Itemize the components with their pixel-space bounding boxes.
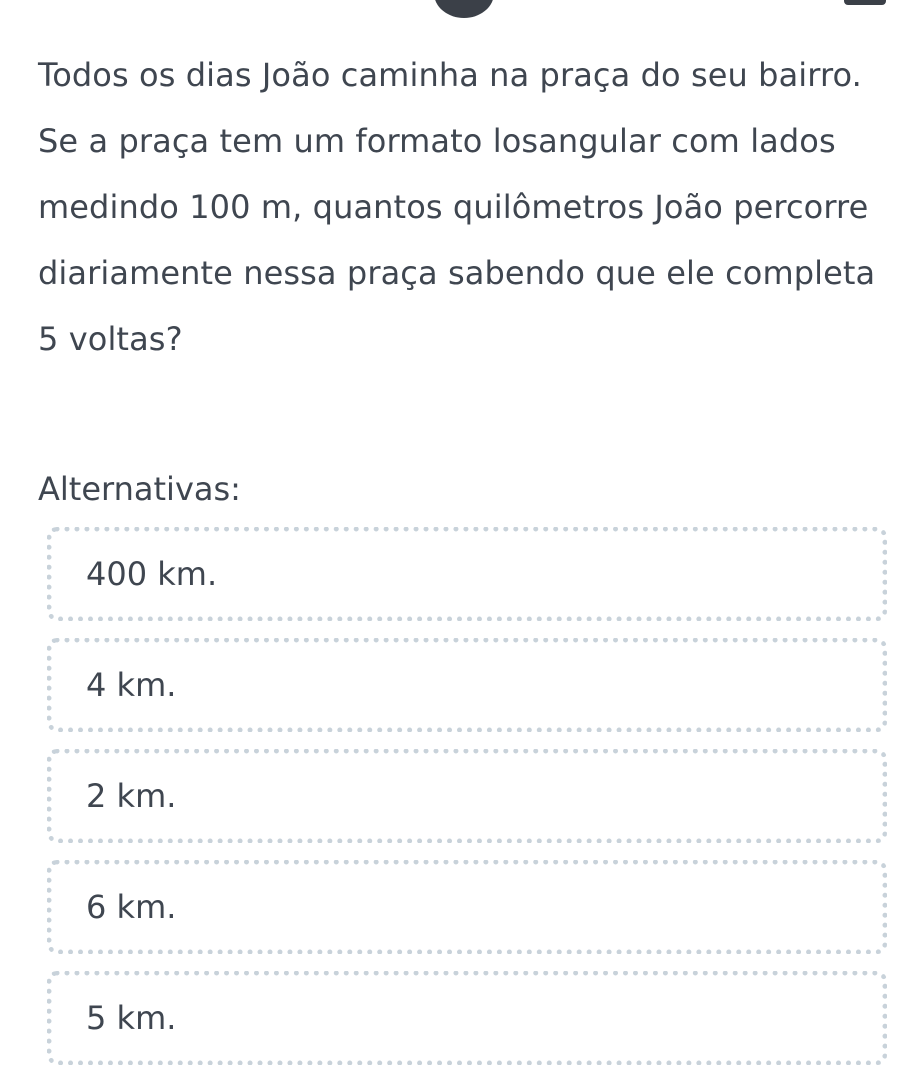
option-a[interactable] bbox=[47, 527, 887, 621]
option-d[interactable] bbox=[47, 860, 887, 954]
option-label: 6 km. bbox=[86, 888, 177, 926]
option-label: 2 km. bbox=[86, 777, 177, 815]
option-b[interactable] bbox=[47, 638, 887, 732]
option-e[interactable] bbox=[47, 971, 887, 1065]
alternatives-list bbox=[47, 527, 887, 1082]
question-text: Todos os dias João caminha na praça do seu bairro. Se a praça tem um formato losangular com lados medindo 100 m, quantos quilômetros João percorre diariamente nessa praça sabendo que ele completa 5 voltas? bbox=[38, 56, 876, 358]
question-number-badge bbox=[434, 0, 494, 18]
top-right-indicator bbox=[844, 0, 886, 5]
option-label: 400 km. bbox=[86, 555, 218, 593]
option-c[interactable] bbox=[47, 749, 887, 843]
alternatives-heading: Alternativas: bbox=[38, 470, 241, 508]
option-label: 5 km. bbox=[86, 999, 177, 1037]
option-label: 4 km. bbox=[86, 666, 177, 704]
